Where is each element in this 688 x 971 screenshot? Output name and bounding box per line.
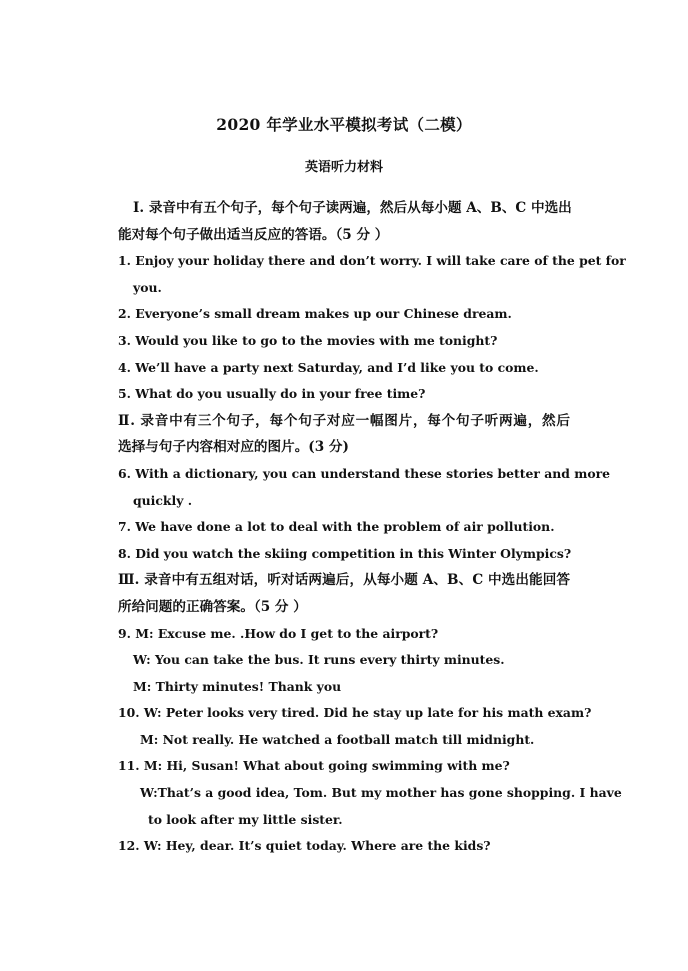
item-11-line-2: W:That’s a good idea, Tom. But my mother has gone shopping. I have xyxy=(140,785,622,801)
section-3-instruction: Ⅲ. 录音中有五组对话，听对话两遍后，从每小题 A、B、C 中选出能回答 xyxy=(118,572,570,589)
item-9-line-2: W: You can take the bus. It runs every thirty minutes. xyxy=(133,652,505,668)
item-7: 7. We have done a lot to deal with the problem of air pollution. xyxy=(118,519,555,535)
item-4: 4. We’ll have a party next Saturday, and I’d like you to come. xyxy=(118,359,539,375)
item-11-line-3: to look after my little sister. xyxy=(148,811,343,827)
item-6: 6. With a dictionary, you can understand these stories better and more xyxy=(118,465,611,481)
item-9: 9. M: Excuse me. .How do I get to the airport? xyxy=(118,625,439,641)
document-body xyxy=(118,195,626,860)
item-6-cont: quickly . xyxy=(133,492,193,508)
item-9-line-3: M: Thirty minutes! Thank you xyxy=(133,678,342,694)
document-title: 2020 年学业水平模拟考试（二模） xyxy=(216,115,472,134)
item-8: 8. Did you watch the skiing competition in this Winter Olympics? xyxy=(118,545,572,561)
item-11: 11. M: Hi, Susan! What about going swimming with me? xyxy=(118,758,510,774)
item-3: 3. Would you like to go to the movies with me tonight? xyxy=(118,332,498,348)
section-2-instruction-cont: 选择与句子内容相对应的图片。(3 分) xyxy=(118,439,349,456)
item-1-cont: you. xyxy=(133,279,162,295)
section-1-instruction-cont: 能对每个句子做出适当反应的答语。（5 分 ） xyxy=(118,226,389,243)
section-2-instruction: Ⅱ. 录音中有三个句子，每个句子对应一幅图片，每个句子听两遍，然后 xyxy=(118,412,570,429)
item-12: 12. W: Hey, dear. It’s quiet today. Where are the kids? xyxy=(118,838,491,854)
item-10-line-2: M: Not really. He watched a football match till midnight. xyxy=(140,731,535,747)
item-10: 10. W: Peter looks very tired. Did he stay up late for his math exam? xyxy=(118,705,592,721)
section-1-instruction: Ⅰ. 录音中有五个句子，每个句子读两遍，然后从每小题 A、B、C 中选出 xyxy=(133,200,572,216)
item-5: 5. What do you usually do in your free time? xyxy=(118,386,426,402)
document-subtitle: 英语听力材料 xyxy=(304,160,383,175)
item-2: 2. Everyone’s small dream makes up our Chinese dream. xyxy=(118,306,512,322)
item-1: 1. Enjoy your holiday there and don’t worry. I will take care of the pet for xyxy=(118,253,626,269)
section-3-instruction-cont: 所给问题的正确答案。（5 分 ） xyxy=(118,598,307,615)
